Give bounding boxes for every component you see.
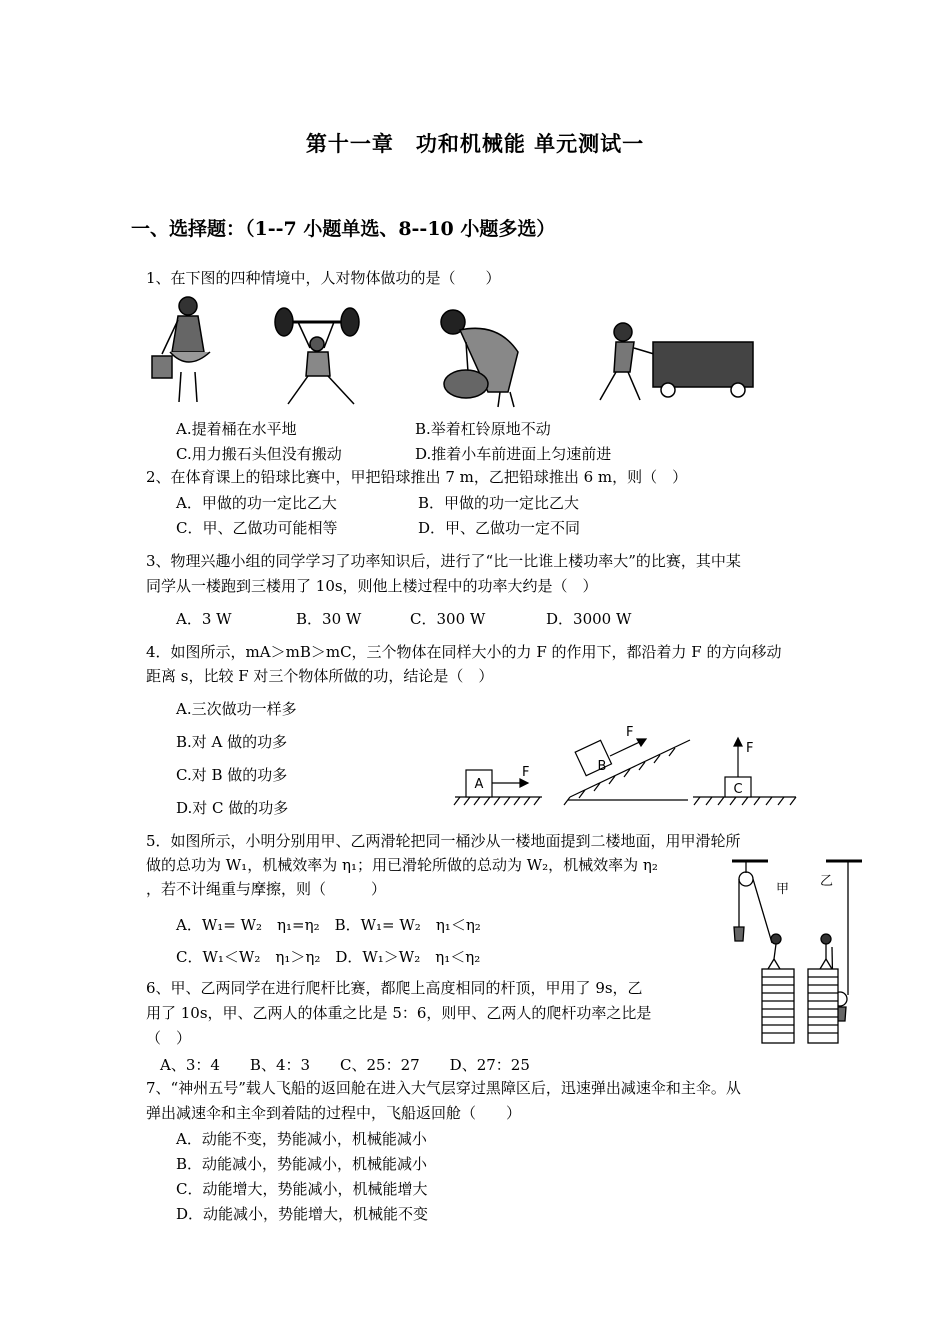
q6-line1: 6、甲、乙两同学在进行爬杆比赛，都爬上高度相同的杆顶，甲用了 9s，乙 [146,979,643,997]
scene-lift-stone [441,310,518,407]
q6-line3: （ ） [146,1029,192,1047]
q4-option-b: B.对 A 做的功多 [176,733,288,751]
q1-option-d: D.推着小车前进面上匀速前进 [415,445,612,463]
scene-carry-bucket [152,297,210,402]
block-a-label: A [474,777,484,792]
q2-option-a: A．甲做的功一定比乙大 [176,494,337,512]
q1-option-c: C.用力搬石头但没有搬动 [176,445,342,463]
q5-pulley-figure [728,855,868,1045]
q5-line2: 做的总功为 W₁，机械效率为 η₁；用已滑轮所做的总动为 W₂，机械效率为 η₂ [146,856,658,874]
q1-option-b: B.举着杠铃原地不动 [415,420,551,438]
q4-option-a: A.三次做功一样多 [176,700,297,718]
scene-weightlifter [275,308,359,404]
q7-option-c: C．动能增大，势能减小，机械能增大 [176,1180,428,1198]
block-b-label: B [597,759,607,774]
q3-line1: 3、物理兴趣小组的同学学习了功率知识后，进行了“比一比谁上楼功率大”的比赛，其中某 [146,552,741,570]
q7-line1: 7、“神州五号”载人飞船的返回舱在进入大气层穿过黑障区后，迅速弹出减速伞和主伞。从 [146,1079,741,1097]
q3-option-c: C．300 W [410,610,486,628]
q6-options: A、3：4 B、4：3 C、25：27 D、27：25 [160,1056,530,1074]
q3-option-b: B．30 W [296,610,362,628]
q7-option-d: D．动能减小，势能增大，机械能不变 [176,1205,429,1223]
q5-options-ab: A．W₁= W₂ η₁=η₂ B．W₁= W₂ η₁＜η₂ [176,916,481,934]
q2-option-b: B．甲做的功一定比乙大 [418,494,580,512]
pulley-jia-label: 甲 [776,882,790,897]
q4-line2: 距离 s，比较 F 对三个物体所做的功，结论是（ ） [146,667,494,685]
q7-option-b: B．动能减小，势能减小，机械能减小 [176,1155,428,1173]
q2-option-c: C．甲、乙做功可能相等 [176,519,338,537]
q3-line2: 同学从一楼跑到三楼用了 10s，则他上楼过程中的功率大约是（ ） [146,577,598,595]
q4-line1: 4．如图所示，mA＞mB＞mC，三个物体在同样大小的力 F 的作用下，都沿着力 F 的方向移动 [146,643,782,661]
section-heading: 一、选择题：（1--7 小题单选、8--10 小题多选） [131,218,556,240]
force-label-b: F [626,725,634,740]
force-label-a: F [522,765,530,780]
scene-push-cart [600,323,753,400]
q7-line2: 弹出减速伞和主伞到着陆的过程中，飞船返回舱（ ） [146,1104,522,1122]
q6-line2: 用了 10s，甲、乙两人的体重之比是 5：6，则甲、乙两人的爬杆功率之比是 [146,1004,652,1022]
force-label-c: F [746,741,754,756]
q2-stem: 2、在体育课上的铅球比赛中，甲把铅球推出 7 m，乙把铅球推出 6 m，则（ ） [146,468,688,486]
q1-option-a: A.提着桶在水平地 [176,420,297,438]
q7-option-a: A．动能不变，势能减小，机械能减小 [176,1130,427,1148]
q2-option-d: D．甲、乙做功一定不同 [418,519,581,537]
q4-option-c: C.对 B 做的功多 [176,766,288,784]
page-title: 第十一章 功和机械能 单元测试一 [305,131,645,156]
pulley-yi-label: 乙 [820,874,834,889]
q3-option-a: A．3 W [176,610,232,628]
block-c-label: C [733,782,743,797]
q1-illustrations [148,292,768,412]
q5-line1: 5．如图所示，小明分别用甲、乙两滑轮把同一桶沙从一楼地面提到二楼地面，用甲滑轮所 [146,832,741,850]
q4-figure [450,720,800,810]
q1-stem: 1、在下图的四种情境中，人对物体做功的是（ ） [146,269,501,287]
q4-option-d: D.对 C 做的功多 [176,799,289,817]
q5-options-cd: C．W₁＜W₂ η₁＞η₂ D．W₁＞W₂ η₁＜η₂ [176,948,481,966]
q5-line3: ，若不计绳重与摩擦，则（ ） [146,880,387,898]
q3-option-d: D．3000 W [546,610,632,628]
